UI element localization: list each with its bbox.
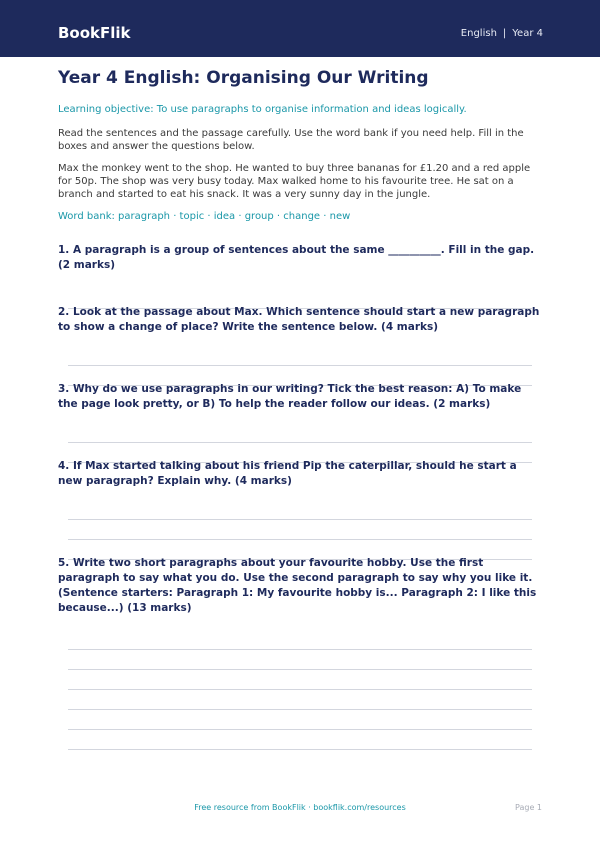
question-2: 2. Look at the passage about Max. Which sentence should start a new paragraph to show a change of place? Write the sentence below. (4 marks): [58, 306, 540, 333]
answer-line-q3[interactable]: [68, 442, 532, 443]
passage-text: Max the monkey went to the shop. He wanted to buy three bananas for £1.20 and a red apple for 50p. The shop was very busy today. Max walked home to his favourite tree. He sat on a branch and started to eat his snack. It was a very sunny day in the jungle.: [58, 163, 531, 200]
header-bar: [0, 0, 600, 57]
answer-line-q4[interactable]: [68, 519, 532, 520]
answer-line-q5[interactable]: [68, 669, 532, 670]
learning-objective: Learning objective: To use paragraphs to organise information and ideas logically.: [58, 104, 467, 115]
question-1: 1. A paragraph is a group of sentences about the same __________. Fill in the gap. (2 marks): [58, 244, 535, 271]
question-5: 5. Write two short paragraphs about your favourite hobby. Use the first paragraph to say what you do. Use the second paragraph to say why you like it. (Sentence starters: Paragraph 1: My favourite hobby is... Paragraph 2: I like this because...) (13 marks): [58, 557, 537, 614]
page-number: Page 1: [515, 803, 542, 812]
answer-line-q5[interactable]: [68, 689, 532, 690]
instructions-text: Read the sentences and the passage carefully. Use the word bank if you need help. Fill in the boxes and answer the questions below.: [58, 128, 524, 152]
answer-line-q5[interactable]: [68, 649, 532, 650]
question-3: 3. Why do we use paragraphs in our writing? Tick the best reason: A) To make the page look pretty, or B) To help the reader follow our ideas. (2 marks): [58, 383, 522, 410]
footer-text: Free resource from BookFlik · bookflik.com/resources: [194, 803, 406, 812]
question-4: 4. If Max started talking about his friend Pip the caterpillar, should he start a new paragraph? Explain why. (4 marks): [58, 460, 517, 487]
answer-line-q5[interactable]: [68, 709, 532, 710]
answer-line-q4[interactable]: [68, 539, 532, 540]
answer-line-q2[interactable]: [68, 365, 532, 366]
answer-line-q5[interactable]: [68, 729, 532, 730]
word-bank: Word bank: paragraph · topic · idea · group · change · new: [58, 211, 351, 222]
year-label: Year 4: [512, 28, 543, 39]
brand-logo: BookFlik: [58, 24, 131, 42]
header-meta: [461, 27, 543, 41]
answer-line-q5[interactable]: [68, 749, 532, 750]
meta-separator: |: [502, 28, 507, 39]
worksheet-content: [58, 67, 542, 750]
page-title: Year 4 English: Organising Our Writing: [58, 68, 429, 88]
subject-label: English: [460, 28, 497, 39]
